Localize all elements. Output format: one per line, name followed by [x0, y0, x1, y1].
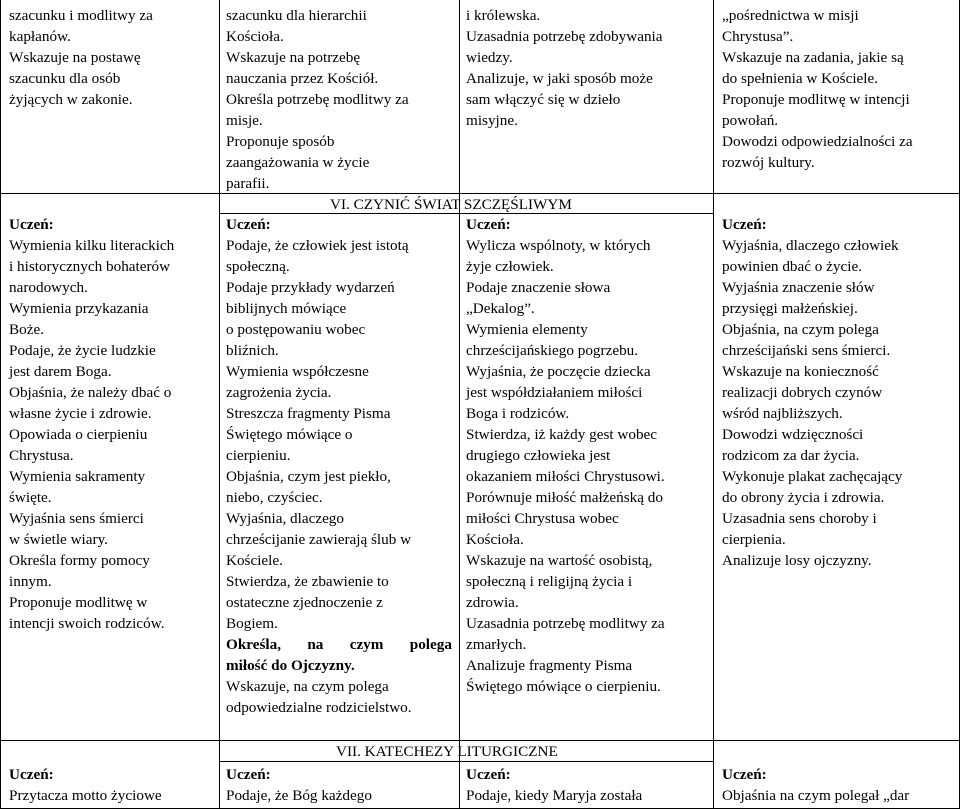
text-line: misyjne.	[466, 112, 518, 129]
student-heading: Uczeń:	[9, 766, 54, 783]
row3-col1-cell	[9, 764, 162, 806]
student-heading: Uczeń:	[466, 766, 511, 783]
text-line: Podaje, kiedy Maryja została	[466, 787, 643, 804]
text-line: Wskazuje, na czym polega	[226, 678, 389, 695]
text-line: Analizuje losy ojczyzny.	[722, 552, 872, 569]
bold-word: Określa,	[226, 636, 281, 653]
text-line: „Dekalog”.	[466, 300, 535, 317]
column-divider-2	[459, 0, 460, 809]
text-line: Opowiada o cierpieniu	[9, 426, 148, 443]
text-line: zaangażowania w życie	[226, 154, 370, 171]
bold-word: czym	[349, 636, 384, 653]
row3-col3-cell	[466, 764, 642, 806]
text-line: Wyjaśnia sens śmierci	[9, 510, 144, 527]
row1-col3-cell	[466, 5, 663, 131]
text-line: zdrowia.	[466, 594, 519, 611]
text-line: „pośrednictwa w misji	[722, 7, 859, 24]
text-line: Boże.	[9, 321, 45, 338]
text-line: Wyjaśnia, że poczęcie dziecka	[466, 363, 651, 380]
text-line: i historycznych bohaterów	[9, 258, 171, 275]
section-6-title: VI. CZYNIĆ ŚWIAT SZCZĘŚLIWYM	[330, 196, 572, 213]
text-line: własne życie i zdrowie.	[9, 405, 152, 422]
text-line: wśród najbliższych.	[722, 405, 843, 422]
text-line: Podaje znaczenie słowa	[466, 279, 611, 296]
text-line: ostateczne zjednoczenie z	[226, 594, 383, 611]
text-line: intencji swoich rodziców.	[9, 615, 165, 632]
text-line: innym.	[9, 573, 52, 590]
text-line: Uzasadnia sens choroby i	[722, 510, 877, 527]
row2-col2-cell	[226, 214, 452, 718]
text-line: realizacji dobrych czynów	[722, 384, 883, 401]
text-line: okazaniem miłości Chrystusowi.	[466, 468, 665, 485]
text-line: Wyjaśnia, dlaczego człowiek	[722, 237, 899, 254]
text-line: Objaśnia, czym jest piekło,	[226, 468, 391, 485]
text-line: rodzicom za dar życia.	[722, 447, 860, 464]
text-line: jest darem Boga.	[9, 363, 112, 380]
text-line: Określa potrzebę modlitwy za	[226, 91, 409, 108]
text-line: Objaśnia na czym polegał „dar	[722, 787, 910, 804]
text-line: Kościoła.	[466, 531, 524, 548]
text-line: Stwierdza, iż każdy gest wobec	[466, 426, 658, 443]
text-line: sam włączyć się w dzieło	[466, 91, 621, 108]
text-line: Wskazuje na zadania, jakie są	[722, 49, 904, 66]
text-line: społeczną i religijną życia i	[466, 573, 633, 590]
column-divider-1	[219, 0, 220, 809]
text-line: Przytacza motto życiowe	[9, 787, 162, 804]
text-line: społeczną.	[226, 258, 290, 275]
row1-col2-cell	[226, 5, 409, 194]
text-line: święte.	[9, 489, 52, 506]
text-line: biblijnych mówiące	[226, 300, 347, 317]
student-heading: Uczeń:	[466, 216, 511, 233]
text-line: niebo, czyściec.	[226, 489, 323, 506]
row1-col1-cell	[9, 5, 153, 110]
text-line: Kościoła.	[226, 28, 284, 45]
row1-col4-cell	[722, 5, 913, 173]
text-line: Objaśnia, na czym polega	[722, 321, 879, 338]
text-line: odpowiedzialne rodzicielstwo.	[226, 699, 412, 716]
text-line: i królewska.	[466, 7, 541, 24]
text-line: Analizuje, w jaki sposób może	[466, 70, 653, 87]
text-line: Wykonuje plakat zachęcający	[722, 468, 903, 485]
text-line: Podaje, że życie ludzkie	[9, 342, 156, 359]
text-line: Boga i rodziców.	[466, 405, 570, 422]
text-line: Wymienia sakramenty	[9, 468, 146, 485]
text-line: narodowych.	[9, 279, 88, 296]
text-line: Wskazuje na postawę	[9, 49, 141, 66]
text-line: żyjących w zakonie.	[9, 91, 133, 108]
student-heading: Uczeń:	[722, 766, 767, 783]
text-line: Wskazuje na wartość osobistą,	[466, 552, 653, 569]
text-line: Wymienia przykazania	[9, 300, 149, 317]
text-line: szacunku i modlitwy za	[9, 7, 153, 24]
bold-line: miłość do Ojczyzny.	[226, 657, 355, 674]
column-divider-3	[713, 0, 714, 809]
text-line: jest współdziałaniem miłości	[466, 384, 643, 401]
text-line: szacunku dla osób	[9, 70, 121, 87]
student-heading: Uczeń:	[226, 766, 271, 783]
text-line: zagrożenia życia.	[226, 384, 332, 401]
row2-col4-cell	[722, 214, 902, 571]
text-line: Stwierdza, że zbawienie to	[226, 573, 389, 590]
row2-col3-cell	[466, 214, 665, 697]
text-line: szacunku dla hierarchii	[226, 7, 367, 24]
text-line: kapłanów.	[9, 28, 71, 45]
text-line: Wylicza wspólnoty, w których	[466, 237, 651, 254]
text-line: Proponuje modlitwę w	[9, 594, 148, 611]
text-line: wiedzy.	[466, 49, 513, 66]
text-line: do obrony życia i zdrowia.	[722, 489, 885, 506]
text-line: Porównuje miłość małżeńską do	[466, 489, 663, 506]
text-line: Dowodzi wdzięczności	[722, 426, 864, 443]
row3-col2-cell	[226, 764, 372, 806]
text-line: miłości Chrystusa wobec	[466, 510, 619, 527]
text-line: Wymienia elementy	[466, 321, 588, 338]
text-line: Streszcza fragmenty Pisma	[226, 405, 391, 422]
text-line: rozwój kultury.	[722, 154, 815, 171]
text-line: powinien dbać o życie.	[722, 258, 863, 275]
text-line: Dowodzi odpowiedzialności za	[722, 133, 913, 150]
text-line: w świetle wiary.	[9, 531, 108, 548]
text-line: Uzasadnia potrzebę modlitwy za	[466, 615, 665, 632]
text-line: Wskazuje na potrzebę	[226, 49, 361, 66]
text-line: Proponuje modlitwę w intencji	[722, 91, 910, 108]
text-line: cierpieniu.	[226, 447, 291, 464]
text-line: chrześcijanie zawierają ślub w	[226, 531, 412, 548]
text-line: Świętego mówiące o	[226, 426, 353, 443]
row2-col1-cell	[9, 214, 174, 634]
text-line: Proponuje sposób	[226, 133, 335, 150]
text-line: Świętego mówiące o cierpieniu.	[466, 678, 661, 695]
text-line: Wymienia współczesne	[226, 363, 369, 380]
text-line: przysięgi małżeńskiej.	[722, 300, 858, 317]
text-line: Wyjaśnia znaczenie słów	[722, 279, 875, 296]
text-line: Wskazuje na konieczność	[722, 363, 879, 380]
text-line: misje.	[226, 112, 263, 129]
text-line: Objaśnia, że należy dbać o	[9, 384, 172, 401]
text-line: powołań.	[722, 112, 779, 129]
text-line: cierpienia.	[722, 531, 786, 548]
text-line: Analizuje fragmenty Pisma	[466, 657, 633, 674]
bold-justified-line	[226, 634, 452, 655]
text-line: Bogiem.	[226, 615, 278, 632]
bold-word: polega	[409, 636, 452, 653]
text-line: Wymienia kilku literackich	[9, 237, 175, 254]
text-line: Uzasadnia potrzebę zdobywania	[466, 28, 663, 45]
text-line: Określa formy pomocy	[9, 552, 150, 569]
text-line: Podaje, że Bóg każdego	[226, 787, 372, 804]
text-line: Chrystusa”.	[722, 28, 794, 45]
text-line: Wyjaśnia, dlaczego	[226, 510, 344, 527]
row3-col4-cell	[722, 764, 909, 806]
text-line: o postępowaniu wobec	[226, 321, 366, 338]
table-border-left	[0, 0, 1, 809]
text-line: Kościele.	[226, 552, 283, 569]
text-line: Podaje przykłady wydarzeń	[226, 279, 395, 296]
student-heading: Uczeń:	[722, 216, 767, 233]
bold-word: na	[307, 636, 324, 653]
text-line: chrześcijańskiego pogrzebu.	[466, 342, 639, 359]
text-line: nauczania przez Kościół.	[226, 70, 379, 87]
text-line: żyje człowiek.	[466, 258, 554, 275]
text-line: Chrystusa.	[9, 447, 74, 464]
text-line: Podaje, że człowiek jest istotą	[226, 237, 409, 254]
text-line: drugiego człowieka jest	[466, 447, 611, 464]
student-heading: Uczeń:	[9, 216, 54, 233]
text-line: chrześcijański sens śmierci.	[722, 342, 891, 359]
text-line: zmarłych.	[466, 636, 527, 653]
student-heading: Uczeń:	[226, 216, 271, 233]
text-line: parafii.	[226, 175, 270, 192]
section-7-title: VII. KATECHEZY LITURGICZNE	[336, 743, 558, 760]
text-line: bliźnich.	[226, 342, 279, 359]
text-line: do spełnienia w Kościele.	[722, 70, 879, 87]
